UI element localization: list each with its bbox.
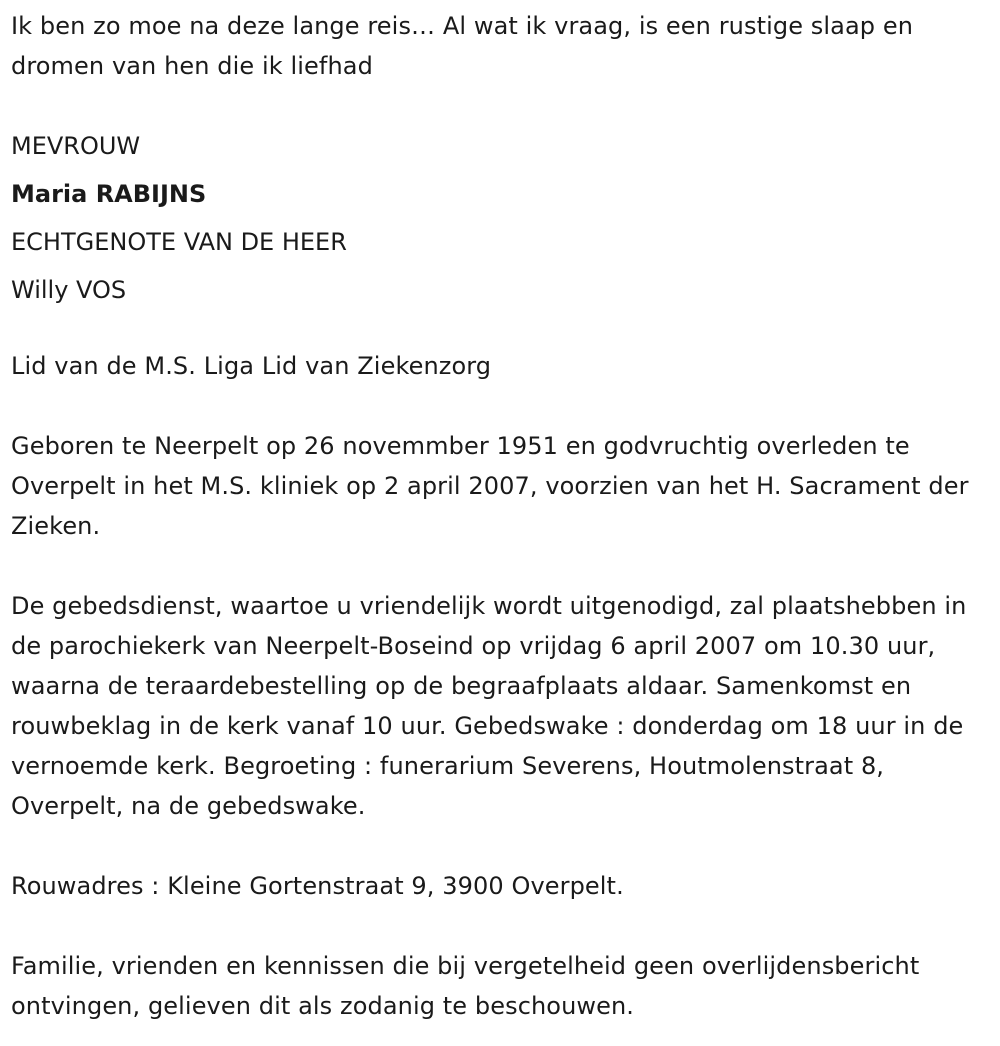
closing-paragraph: Familie, vrienden en kennissen die bij vergetelheid geen overlijdensbericht ontvingen, gelieven dit als zodanig te beschouwen. [11,952,920,1020]
spacer [11,546,990,586]
spacer [11,386,990,426]
service-paragraph: De gebedsdienst, waartoe u vriendelijk wordt uitgenodigd, zal plaatshebben in de parochiekerk van Neerpelt-Boseind op vrijdag 6 april 2007 om 10.30 uur, waarna de teraardebestelling op de begraafplaats aldaar. Samenkomst en rouwbeklag in de kerk vanaf 10 uur. Gebedswake : donderdag om 18 uur in de vernoemde kerk. Begroeting : funerarium Severens, Houtmolenstraat 8, Overpelt, na de gebedswake. [11,592,967,820]
spouse-name: Willy VOS [11,276,127,304]
birth-death-paragraph: Geboren te Neerpelt op 26 novemmber 1951 en godvruchtig overleden te Overpelt in het M.S. kliniek op 2 april 2007, voorzien van het H. Sacrament der Zieken. [11,432,969,540]
deceased-name: Maria RABIJNS [11,180,207,208]
spacer [11,906,990,946]
membership-line: Lid van de M.S. Liga Lid van Ziekenzorg [11,352,492,380]
spacer [11,314,990,346]
mourning-address: Rouwadres : Kleine Gortenstraat 9, 3900 Overpelt. [11,872,624,900]
spacer [11,826,990,866]
opening-quote: Ik ben zo moe na deze lange reis… Al wat ik vraag, is een rustige slaap en dromen van hen die ik liefhad [11,12,914,80]
spouse-label: ECHTGENOTE VAN DE HEER [11,228,347,256]
title-prefix: MEVROUW [11,132,141,160]
